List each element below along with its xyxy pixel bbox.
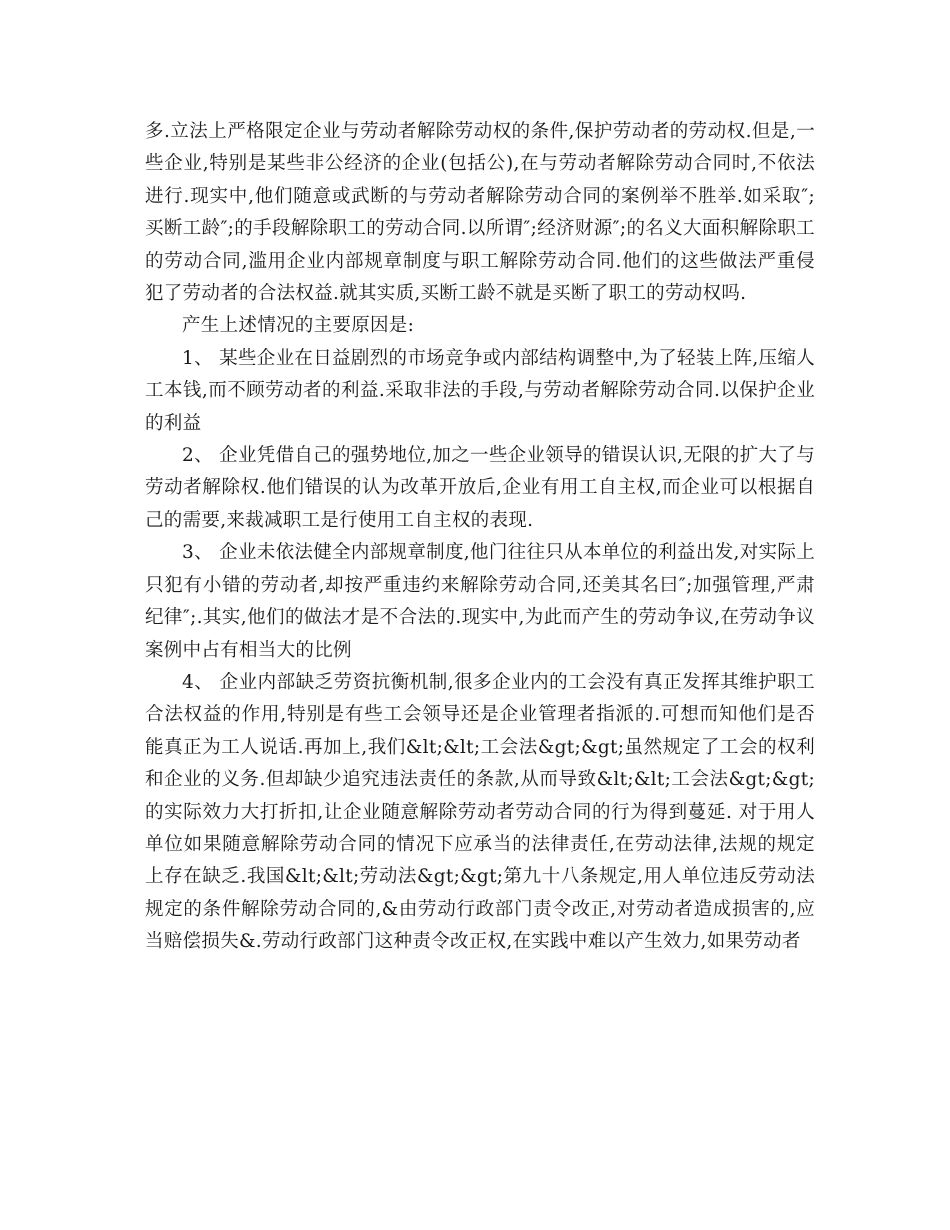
document-body [145, 116, 815, 959]
paragraph-intro: 多.立法上严格限定企业与劳动者解除劳动权的条件,保护劳动者的劳动权.但是,一些企业,特别是某些非公经济的企业(包括公),在与劳动者解除劳动合同时,不依法进行.现实中,他们随意或武断的与劳动者解除劳动合同的案例举不胜举.如采取″;买断工龄″;的手段解除职工的劳动合同.以所谓″;经济财源″;的名义大面积解除职工的劳动合同,滥用企业内部规章制度与职工解除劳动合同.他们的这些做法严重侵犯了劳动者的合法权益.就其实质,买断工龄不就是买断了职工的劳动权吗. [145, 121, 815, 305]
paragraph-cause-1: 1、 某些企业在日益剧烈的市场竞争或内部结构调整中,为了轻装上阵,压缩人工本钱,而不顾劳动者的利益.采取非法的手段,与劳动者解除劳动合同.以保护企业的利益 [145, 347, 815, 434]
paragraph-cause-3: 3、 企业未依法健全内部规章制度,他门往往只从本单位的利益出发,对实际上只犯有小错的劳动者,却按严重违约来解除劳动合同,还美其名曰″;加强管理,严肃纪律″;.其实,他们的做法才是不合法的.现实中,为此而产生的劳动争议,在劳动争议案例中占有相当大的比例 [145, 542, 815, 661]
paragraph-cause-4: 4、 企业内部缺乏劳资抗衡机制,很多企业内的工会没有真正发挥其维护职工合法权益的作用,特别是有些工会领导还是企业管理者指派的.可想而知他们是否能真正为工人说话.再加上,我们&lt;&lt;工会法&gt;&gt;虽然规定了工会的权利和企业的义务.但却缺少追究违法责任的条款,从而导致&lt;&lt;工会法&gt;&gt;的实际效力大打折扣,让企业随意解除劳动者劳动合同的行为得到蔓延. 对于用人单位如果随意解除劳动合同的情况下应承当的法律责任,在劳动法律,法规的规定上存在缺乏.我国&lt;&lt;劳动法&gt;&gt;第九十八条规定,用人单位违反劳动法规定的条件解除劳动合同的,&由劳动行政部门责令改正,对劳动者造成损害的,应当赔偿损失&.劳动行政部门这种责令改正权,在实践中难以产生效力,如果劳动者 [145, 671, 815, 953]
paragraph-cause-2: 2、 企业凭借自己的强势地位,加之一些企业领导的错误认识,无限的扩大了与劳动者解除权.他们错误的认为改革开放后,企业有用工自主权,而企业可以根据自己的需要,来裁减职工是行使用工自主权的表现. [145, 445, 815, 531]
paragraph-causes-heading: 产生上述情况的主要原因是: [182, 315, 415, 337]
